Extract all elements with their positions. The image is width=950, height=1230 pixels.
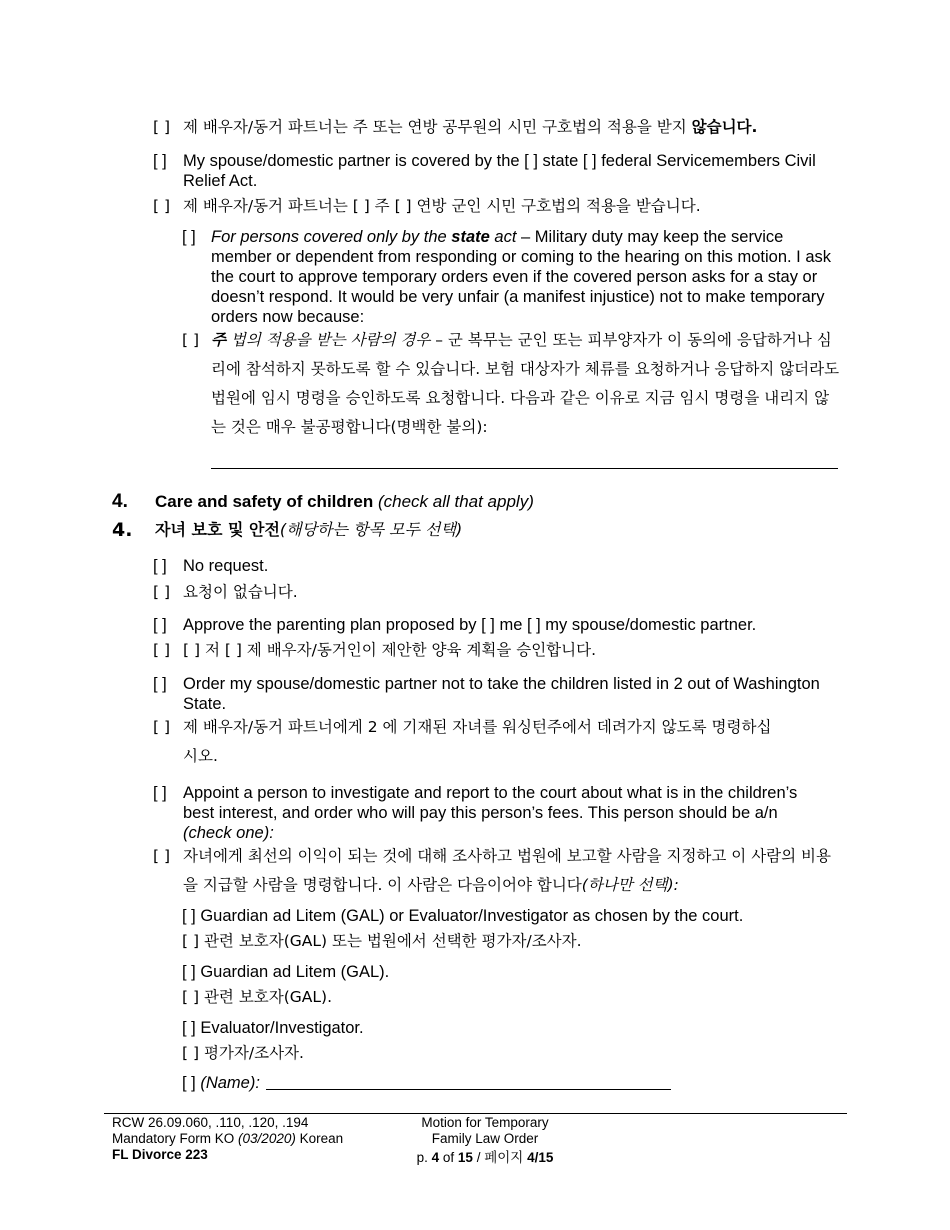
- footer-page-number: p. 4 of 15 / 페이지 4/15: [416, 1150, 554, 1165]
- checkbox[interactable]: [ ]: [153, 616, 167, 634]
- option-eval-ko[interactable]: [ ] 평가자/조사자.: [182, 1044, 304, 1062]
- checkbox[interactable]: [ ]: [153, 583, 171, 601]
- option-gal-or-eval-en[interactable]: [ ] Guardian ad Litem (GAL) or Evaluator/Investigator as chosen by the court.: [182, 907, 744, 925]
- checkbox[interactable]: [ ]: [153, 118, 171, 136]
- checkbox[interactable]: [ ]: [153, 197, 171, 215]
- order-not-take-en-text: Order my spouse/domestic partner not to take the children listed in 2 out of Washington State.: [183, 675, 820, 713]
- option-eval-en[interactable]: [ ] Evaluator/Investigator.: [182, 1019, 364, 1037]
- footer-divider: [104, 1113, 847, 1114]
- order-not-take-ko-text: 제 배우자/동거 파트너에게 2 에 기재된 자녀를 워싱턴주에서 데려가지 않도록 명령하십시오.: [183, 718, 772, 765]
- approve-plan-ko-text: [ ] 저 [ ] 제 배우자/동거인이 제안한 양육 계획을 승인합니다.: [183, 641, 597, 659]
- footer-form-id: FL Divorce 223: [112, 1147, 208, 1162]
- option-gal-or-eval-ko[interactable]: [ ] 관련 보호자(GAL) 또는 법원에서 선택한 평가자/조사자.: [182, 932, 582, 950]
- ko-state-only-text: 주 법의 적용을 받는 사람의 경우 – 군 복무는 군인 또는 피부양자가 이 동의에 응답하거나 심리에 참석하지 못하도록 할 수 있습니다. 보험 대상자가 체류를 요청하거나 응답하지 않더라도 법원에 임시 명령을 승인하도록 요청합니다. 다음과 같은 이유로 지금 임시 명령을 내리지 않는 것은 매우 불공평합니다(명백한 불의):: [211, 331, 840, 436]
- en-state-only-text: For persons covered only by the state act – Military duty may keep the service member or dependent from responding or coming to the hearing on this motion. I ask the court to approve temporary orders even if the covered person asks for a stay or doesn’t respond. It would be very unfair (a manifest injustice) not to make temporary orders now because:: [211, 228, 832, 326]
- checkbox[interactable]: [ ]: [153, 675, 167, 693]
- checkbox[interactable]: [ ]: [153, 718, 171, 736]
- ko-covered-text: 제 배우자/동거 파트너는 [ ] 주 [ ] 연방 군인 시민 구호법의 적용을 받습니다.: [183, 197, 701, 215]
- appoint-ko-text: 자녀에게 최선의 이익이 되는 것에 대해 조사하고 법원에 보고할 사람을 지정하고 이 사람의 비용을 지급할 사람을 명령합니다. 이 사람은 다음이어야 합니다(하나만 선택):: [183, 847, 832, 894]
- no-request-en-text: No request.: [183, 557, 269, 575]
- section-title-en: Care and safety of children (check all that apply): [155, 492, 534, 511]
- explanation-blank-line[interactable]: [211, 468, 838, 469]
- checkbox[interactable]: [ ]: [182, 331, 200, 349]
- footer-left: [112, 1115, 343, 1163]
- section-title-ko: 자녀 보호 및 안전(해당하는 항목 모두 선택): [155, 520, 463, 539]
- option-name-row: [182, 1073, 260, 1093]
- no-request-ko-text: 요청이 없습니다.: [183, 583, 298, 601]
- section-number: 4.: [112, 519, 133, 541]
- checkbox[interactable]: [ ]: [153, 152, 167, 170]
- footer-rcw: RCW 26.09.060, .110, .120, .194: [112, 1115, 309, 1130]
- footer-form: Mandatory Form KO (03/2020) Korean: [112, 1131, 344, 1146]
- name-label: (Name):: [200, 1074, 260, 1092]
- checkbox[interactable]: [ ]: [153, 641, 171, 659]
- name-blank-line[interactable]: [266, 1089, 671, 1090]
- checkbox[interactable]: [ ]: [182, 228, 196, 246]
- en-covered-text: My spouse/domestic partner is covered by the [ ] state [ ] federal Servicemembers Civil Relief Act.: [183, 152, 816, 190]
- checkbox[interactable]: [ ]: [153, 847, 171, 865]
- option-gal-ko[interactable]: [ ] 관련 보호자(GAL).: [182, 988, 333, 1006]
- checkbox[interactable]: [ ]: [153, 557, 167, 575]
- checkbox[interactable]: [ ]: [182, 1074, 201, 1092]
- ko-not-covered-text: 제 배우자/동거 파트너는 주 또는 연방 공무원의 시민 구호법의 적용을 받지 않습니다.: [183, 118, 758, 136]
- option-gal-en[interactable]: [ ] Guardian ad Litem (GAL).: [182, 963, 390, 981]
- section-number: 4.: [112, 491, 128, 512]
- appoint-en-text: Appoint a person to investigate and report to the court about what is in the children’s best interest, and order who will pay this person’s fees. This person should be a/n (check one):: [183, 784, 798, 842]
- approve-plan-en-text: Approve the parenting plan proposed by [ ] me [ ] my spouse/domestic partner.: [183, 616, 757, 634]
- checkbox[interactable]: [ ]: [153, 784, 167, 802]
- footer-center: [385, 1115, 585, 1166]
- footer-title-line1: Motion for Temporary: [421, 1115, 549, 1130]
- footer-title-line2: Family Law Order: [431, 1131, 539, 1146]
